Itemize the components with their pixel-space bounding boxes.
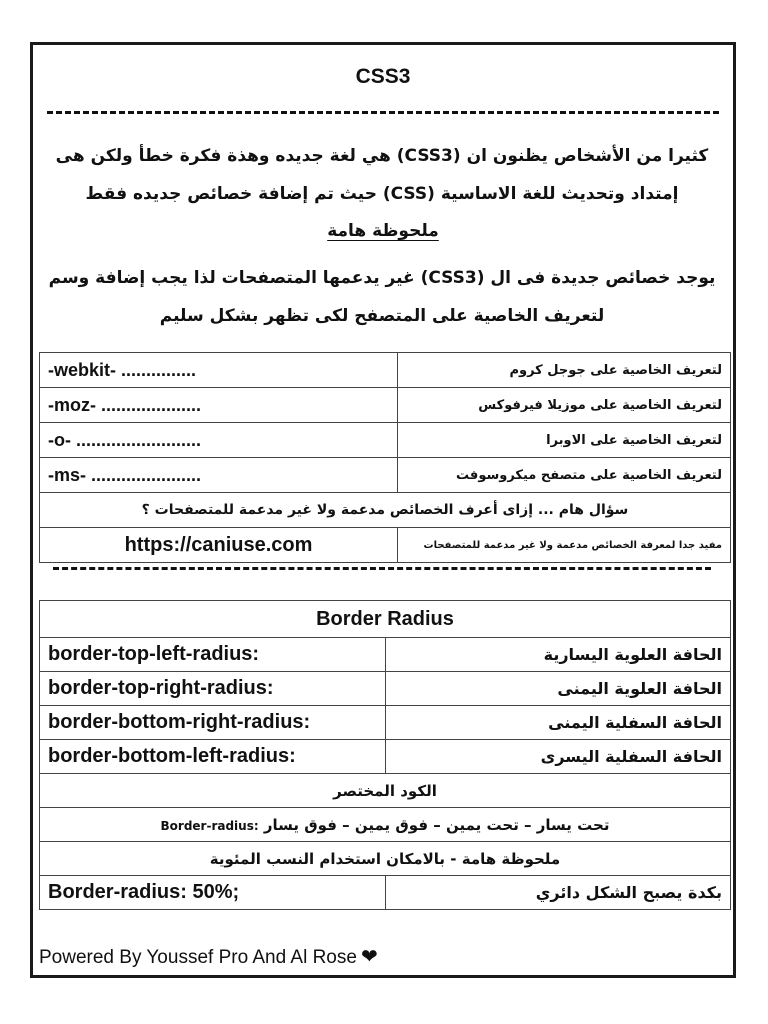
footer-credit xyxy=(39,944,378,969)
footer-text: Powered By Youssef Pro And Al Rose xyxy=(39,947,357,968)
note-text xyxy=(45,259,719,335)
note-line-1: يوجد خصائص جديدة فى ال (CSS3) غير يدعمها المتصفحات لذا يجب إضافة وسم xyxy=(48,268,716,288)
caniuse-link[interactable]: https://caniuse.com xyxy=(40,528,398,563)
support-question: سؤال هام ... إزاى أعرف الخصائص مدعمة ولا غير مدعمة للمتصفحات ؟ xyxy=(40,493,731,528)
prefix-code: -o- ......................... xyxy=(40,423,398,458)
prefix-label: لتعريف الخاصية على جوجل كروم xyxy=(398,353,731,388)
intro-line-1: كثيرا من الأشخاص يظنون ان (CSS3) هي لغة جديده وهذة فكرة خطأ ولكن هى xyxy=(55,146,709,166)
table-row xyxy=(40,706,731,740)
document-frame xyxy=(30,42,736,978)
heart-icon: ❤ xyxy=(360,946,378,968)
shorthand-order xyxy=(40,808,731,842)
radius-property: border-bottom-right-radius: xyxy=(40,706,386,740)
percent-note: ملحوظة هامة - بالامكان استخدام النسب المئوية xyxy=(40,842,731,876)
intro-line-2: إمتداد وتحديث للغة الاساسية (CSS) حيث تم إضافة خصائص جديده فقط xyxy=(85,184,679,204)
table-row xyxy=(40,493,731,528)
table-row xyxy=(40,740,731,774)
table-row xyxy=(40,774,731,808)
table-row xyxy=(40,638,731,672)
intro-text xyxy=(45,137,719,213)
table-row xyxy=(40,388,731,423)
table-row xyxy=(40,842,731,876)
table-row xyxy=(40,353,731,388)
table-row xyxy=(40,876,731,910)
shorthand-order-text: تحت يسار – تحت يمين – فوق يمين – فوق يسار xyxy=(263,815,610,834)
border-radius-heading: Border Radius xyxy=(40,601,731,638)
prefix-label: لتعريف الخاصية على الاوبرا xyxy=(398,423,731,458)
table-row xyxy=(40,458,731,493)
table-row xyxy=(40,423,731,458)
note-heading: ملحوظة هامة xyxy=(327,221,439,241)
prefix-label: لتعريف الخاصية على موزيلا فيرفوكس xyxy=(398,388,731,423)
radius-property: border-bottom-left-radius: xyxy=(40,740,386,774)
dashed-divider xyxy=(47,111,719,114)
note-line-2: لتعريف الخاصية على المتصفح لكى تظهر بشكل سليم xyxy=(159,306,605,326)
table-row xyxy=(40,601,731,638)
radius-label: الحافة العلوية اليسارية xyxy=(385,638,731,672)
dashed-divider xyxy=(53,567,711,570)
radius-property: border-top-left-radius: xyxy=(40,638,386,672)
radius-label: الحافة السفلية اليمنى xyxy=(385,706,731,740)
table-row xyxy=(40,672,731,706)
table-row xyxy=(40,808,731,842)
shorthand-title: الكود المختصر xyxy=(40,774,731,808)
border-radius-table xyxy=(39,600,731,910)
shorthand-code: Border-radius: xyxy=(160,818,259,833)
circle-code: Border-radius: 50%; xyxy=(40,876,386,910)
prefix-code: -moz- .................... xyxy=(40,388,398,423)
radius-label: الحافة السفلية اليسرى xyxy=(385,740,731,774)
prefix-label: لتعريف الخاصية على متصفح ميكروسوفت xyxy=(398,458,731,493)
page-title: CSS3 xyxy=(355,65,411,88)
prefix-code: -webkit- ............... xyxy=(40,353,398,388)
radius-property: border-top-right-radius: xyxy=(40,672,386,706)
vendor-prefix-table xyxy=(39,352,731,563)
circle-label: بكدة يصبح الشكل دائري xyxy=(385,876,731,910)
radius-label: الحافة العلوية اليمنى xyxy=(385,672,731,706)
prefix-code: -ms- ...................... xyxy=(40,458,398,493)
table-row xyxy=(40,528,731,563)
caniuse-label: مفيد جدا لمعرفة الخصائص مدعمة ولا غير مدعمة للمتصفحات xyxy=(398,528,731,563)
